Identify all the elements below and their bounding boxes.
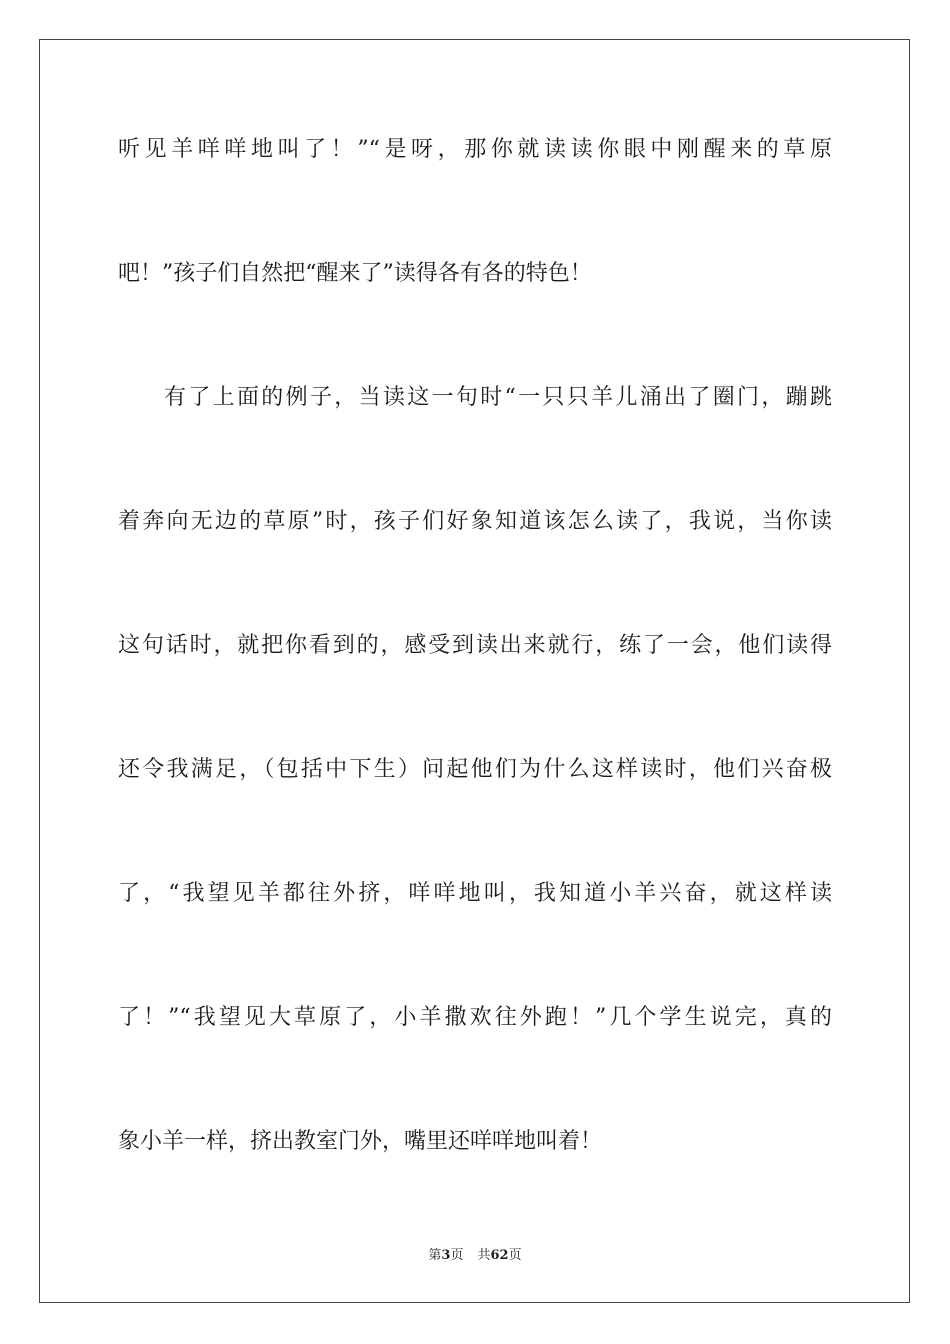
text-line: 象小羊一样，挤出教室门外，嘴里还咩咩地叫着！ <box>118 1129 603 1154</box>
current-page-number: 3 <box>441 1248 451 1263</box>
text-line: 吧！”孩子们自然把“醒来了”读得各有各的特色！ <box>118 261 592 286</box>
total-page-count: 62 <box>490 1248 509 1263</box>
text-line: 听见羊咩咩地叫了！”“是呀，那你就读读你眼中刚醒来的草原 <box>118 137 832 162</box>
total-prefix: 共 <box>477 1248 491 1263</box>
text-line: 着奔向无边的草原”时，孩子们好象知道该怎么读了，我说，当你读 <box>118 509 832 534</box>
text-line: 了！”“我望见大草原了，小羊撒欢往外跑！”几个学生说完，真的 <box>118 1005 832 1030</box>
page-border <box>39 39 910 1303</box>
page-suffix: 页 <box>450 1248 464 1263</box>
text-line: 了，“我望见羊都往外挤，咩咩地叫，我知道小羊兴奋，就这样读 <box>118 881 832 906</box>
paragraph-first-line: 有了上面的例子，当读这一句时“一只只羊儿涌出了圈门，蹦跳 <box>164 385 832 410</box>
text-line: 还令我满足，（包括中下生）问起他们为什么这样读时，他们兴奋极 <box>118 757 832 782</box>
text-line: 这句话时，就把你看到的，感受到读出来就行，练了一会，他们读得 <box>118 633 832 658</box>
page-footer <box>0 1246 950 1266</box>
page-prefix: 第 <box>428 1248 442 1263</box>
total-suffix: 页 <box>508 1248 522 1263</box>
